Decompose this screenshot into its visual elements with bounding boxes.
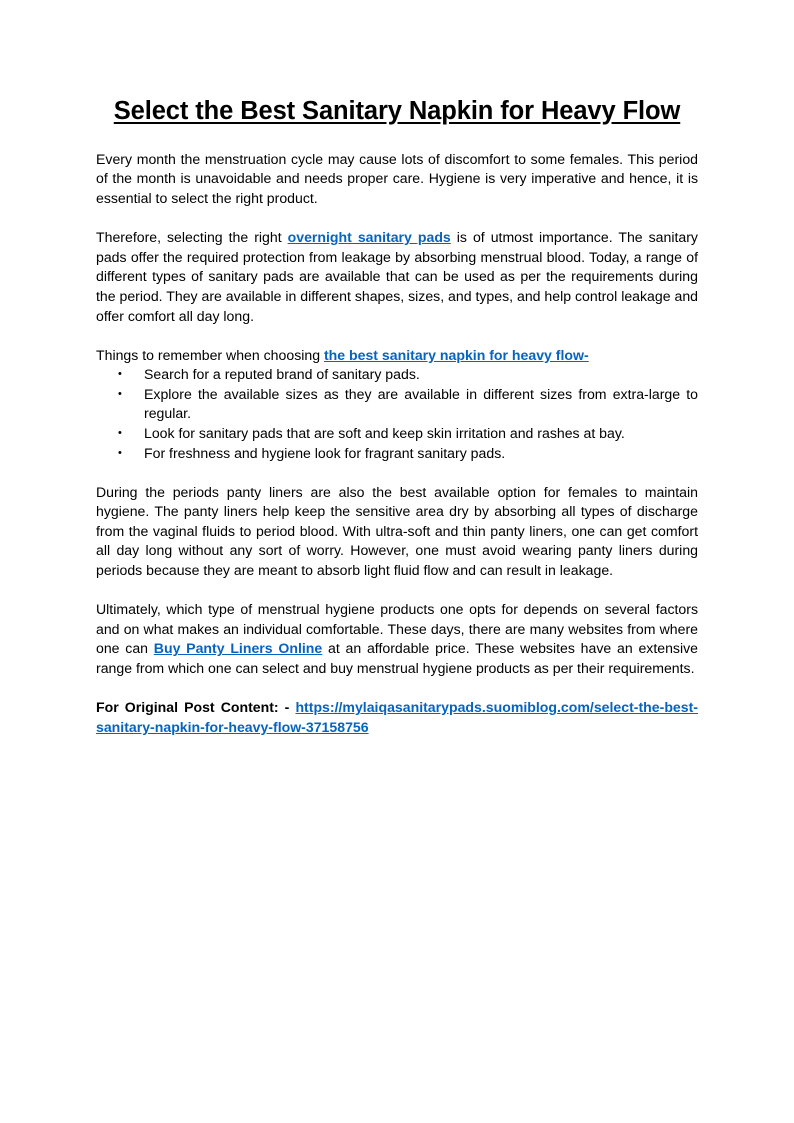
bullet-icon: • — [118, 387, 122, 400]
pads-paragraph — [96, 228, 698, 326]
list-item-text: For freshness and hygiene look for fragrant sanitary pads. — [144, 444, 506, 461]
list-item — [118, 444, 698, 464]
conclusion-text-before: Ultimately, which type of menstrual hygiene products one opts for depends on several factors and on what makes an individual comfortable. These days, there are many websites from where one can — [96, 601, 698, 657]
intro-paragraph: Every month the menstruation cycle may cause lots of discomfort to some females. This period of the month is unavoidable and needs proper care. Hygiene is very imperative and hence, it is essential to select the right product. — [96, 150, 698, 207]
list-item — [118, 424, 698, 444]
bullet-icon: • — [118, 446, 122, 459]
original-post-link[interactable]: https://mylaiqasanitarypads.suomiblog.com/select-the-best-sanitary-napkin-for-heavy-flow-37158756 — [96, 699, 698, 735]
choosing-intro — [96, 346, 698, 366]
best-sanitary-napkin-link[interactable]: the best sanitary napkin for heavy flow- — [323, 346, 589, 363]
tips-list — [96, 365, 698, 463]
document-page — [96, 96, 698, 737]
conclusion-text-after: at an affordable price. These websites have an extensive range from which one can select and buy menstrual hygiene products as per their requirements. — [96, 640, 698, 676]
choosing-intro-text: Things to remember when choosing — [96, 346, 324, 363]
buy-panty-liners-link[interactable]: Buy Panty Liners Online — [153, 640, 323, 657]
conclusion-paragraph — [96, 600, 698, 678]
bullet-icon: • — [118, 368, 122, 381]
list-item — [118, 385, 698, 424]
list-item-text: Look for sanitary pads that are soft and keep skin irritation and rashes at bay. — [144, 425, 625, 441]
list-item-text: Search for a reputed brand of sanitary pads. — [144, 366, 420, 383]
pads-paragraph-text-before: Therefore, selecting the right — [96, 229, 288, 246]
panty-liners-paragraph: During the periods panty liners are also the best available option for females to maintain hygiene. The panty liners help keep the sensitive area dry by absorbing all types of discharge from the vaginal fluids to period blood. With ultra-soft and thin panty liners, one can get comfort all day long without any sort of worry. However, one must avoid wearing panty liners during periods because they are meant to absorb light fluid flow and can result in leakage. — [96, 483, 698, 579]
source-paragraph — [96, 698, 698, 737]
list-item-text: Explore the available sizes as they are available in different sizes from extra-large to regular. — [144, 385, 698, 422]
list-item — [118, 365, 698, 385]
overnight-sanitary-pads-link[interactable]: overnight sanitary pads — [287, 229, 451, 246]
source-label: For Original Post Content: - — [96, 699, 296, 716]
page-title: Select the Best Sanitary Napkin for Heavy Flow — [113, 97, 681, 125]
bullet-icon: • — [118, 427, 122, 439]
pads-paragraph-text-after: is of utmost importance. The sanitary pads offer the required protection from leakage by absorbing menstrual blood. Today, a range of different types of sanitary pads are available that can be used as per the requirements during the period. They are available in different shapes, sizes, and types, and help control leakage and offer comfort all day long. — [96, 229, 698, 324]
